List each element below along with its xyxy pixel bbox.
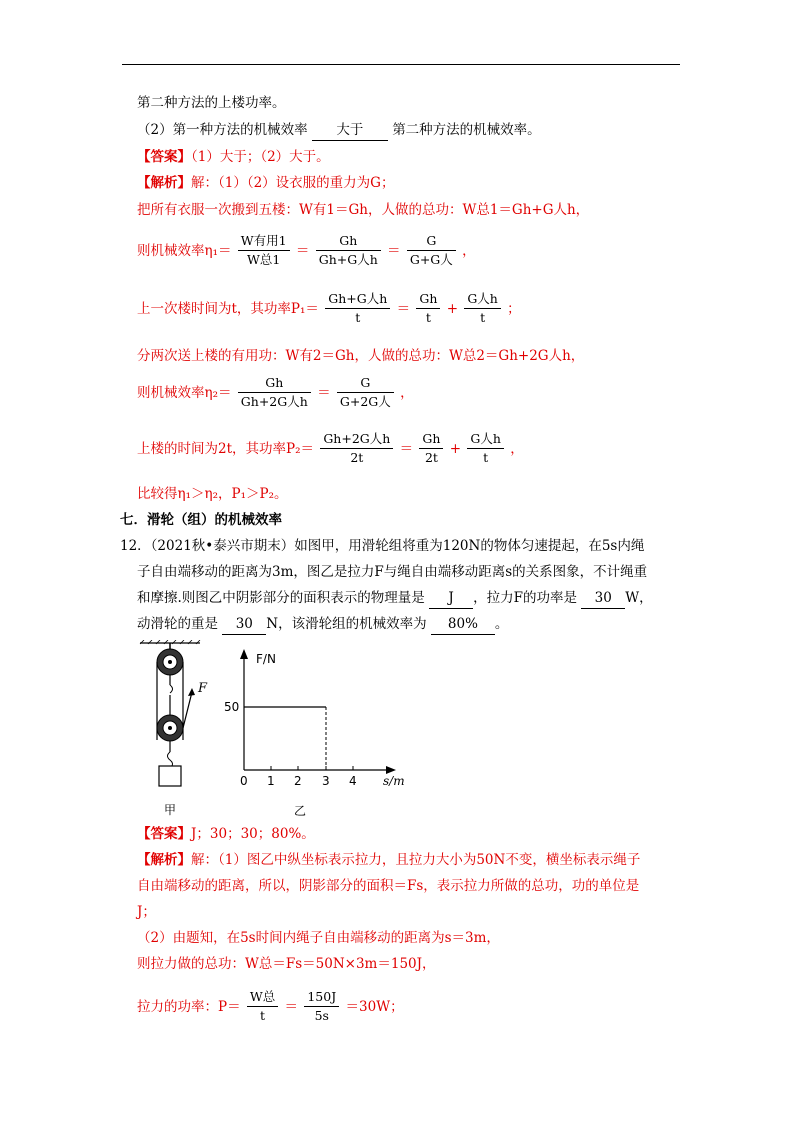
y-tick-label: 50: [224, 700, 240, 714]
x-tick-label: 4: [349, 774, 357, 788]
formula-label: 上楼的时间为2t，其功率P₂＝: [137, 440, 315, 457]
question-12-line: 12．（2021秋•泰兴市期末）如图甲，用滑轮组将重为120N的物体匀速提起，在5s内绳: [120, 538, 645, 554]
analysis-line: 则拉力做的总功：W总＝Fs＝50N×3m＝150J，: [137, 956, 436, 972]
analysis-line: 自由端移动的距离，所以，阴影部分的面积＝Fs，表示拉力所做的总功，功的单位是: [137, 878, 640, 894]
section-title: 七．滑轮（组）的机械效率: [120, 512, 282, 528]
analysis-tag: 【解析】: [137, 175, 191, 191]
text-line: 第二种方法的上楼功率。: [137, 95, 286, 111]
formula-label: 拉力的功率：P＝: [137, 998, 241, 1015]
x-tick-label: 1: [267, 774, 275, 788]
fraction: $\frac{\text{Gh+G人h}}{t}$: [325, 290, 390, 327]
answer-blank: J: [429, 588, 473, 609]
question-12-line: 动滑轮的重是 30 N，该滑轮组的机械效率为 80% 。: [137, 614, 508, 635]
fraction: $\frac{150J}{5s}$: [304, 988, 339, 1025]
fraction: $\frac{\text{G人h}}{t}$: [467, 430, 504, 467]
eta1-formula: 则机械效率η₁＝ $\frac{\text{W有用1}}{\text{W总1}}$ ＝ $\frac{Gh}{\text{Gh+G人h}}$ ＝ $\frac{G}{\text{G+G人}}$ ，: [137, 233, 476, 267]
p1-formula: 上一次楼时间为t，其功率P₁＝ $\frac{\text{Gh+G人h}}{t}$ ＝ $\frac{Gh}{t}$ + $\frac{\text{G人h}}{t}$ ；: [137, 291, 521, 325]
header-rule: [122, 64, 680, 65]
answer-text: J；30；30；80%。: [191, 826, 315, 842]
analysis-line: 【解析】解：（1）图乙中纵坐标表示拉力，且拉力大小为50N不变，横坐标表示绳子: [137, 852, 641, 868]
answer-text: （1）大于；（2）大于。: [191, 149, 330, 165]
fraction: $\frac{Gh}{t}$: [416, 290, 440, 327]
question-12-line: 子自由端移动的距离为3m，图乙是拉力F与绳自由端移动距离s的关系图象，不计绳重: [137, 564, 648, 580]
answer-tag: 【答案】: [137, 149, 191, 165]
fraction: $\frac{\text{W有用1}}{\text{W总1}}$: [238, 232, 290, 269]
question-text: 第二种方法的机械效率。: [392, 122, 541, 138]
figure-label-jia: 甲: [164, 803, 177, 817]
fraction: $\frac{\text{W总}}{t}$: [247, 988, 278, 1025]
figure-label-yi: 乙: [294, 804, 307, 818]
analysis-line: 把所有衣服一次搬到五楼：W有1＝Gh，人做的总功：W总1＝Gh+G人h，: [137, 202, 590, 218]
answer-line: [137, 147, 330, 167]
question-2-line: [137, 120, 541, 141]
fraction: $\frac{G}{\text{G+2G人}}$: [337, 374, 394, 411]
p2-formula: 上楼的时间为2t，其功率P₂＝ $\frac{\text{Gh+2G人h}}{2t}$ ＝ $\frac{Gh}{2t}$ + $\frac{\text{G人h}}{t}$ ，: [137, 431, 524, 465]
fraction: $\frac{Gh}{\text{Gh+G人h}}$: [316, 232, 381, 269]
fraction: $\frac{G}{\text{G+G人}}$: [407, 232, 456, 269]
pulley-figure: [130, 640, 220, 820]
analysis-tag: 【解析】: [137, 852, 191, 868]
analysis-line: 分两次送上楼的有用功：W有2＝Gh，人做的总功：W总2＝Gh+2G人h，: [137, 348, 585, 364]
x-tick-label: 2: [294, 774, 302, 788]
answer-blank: 80%: [431, 614, 495, 635]
formula-label: 则机械效率η₂＝: [137, 384, 232, 401]
x-tick-label: 0: [240, 774, 248, 788]
fraction: $\frac{Gh}{\text{Gh+2G人h}}$: [238, 374, 311, 411]
analysis-line: 比较得η₁＞η₂，P₁＞P₂。: [137, 486, 288, 502]
answer-blank: 大于: [312, 120, 388, 141]
power-formula: 拉力的功率：P＝ $\frac{\text{W总}}{t}$ ＝ $\frac{150J}{5s}$ ＝30W；: [137, 989, 404, 1023]
force-distance-graph: [220, 645, 430, 825]
answer-blank: 30: [581, 588, 625, 609]
answer-tag: 【答案】: [137, 826, 191, 842]
analysis-line: [137, 173, 394, 193]
y-axis-label: F/N: [256, 652, 276, 666]
formula-label: 上一次楼时间为t，其功率P₁＝: [137, 300, 319, 317]
eta2-formula: 则机械效率η₂＝ $\frac{Gh}{\text{Gh+2G人h}}$ ＝ $\frac{G}{\text{G+2G人}}$ ，: [137, 375, 414, 409]
formula-label: 则机械效率η₁＝: [137, 242, 232, 259]
question-text: （2）第一种方法的机械效率: [137, 122, 308, 138]
fraction: $\frac{\text{G人h}}{t}$: [464, 290, 501, 327]
answer-line: [137, 824, 315, 844]
analysis-line: J；: [137, 904, 156, 920]
fraction: $\frac{Gh}{2t}$: [419, 430, 443, 467]
fraction: $\frac{\text{Gh+2G人h}}{2t}$: [320, 430, 393, 467]
question-12-line: 和摩擦.则图乙中阴影部分的面积表示的物理量是 J ，拉力F的功率是 30 W，: [137, 588, 653, 609]
x-axis-label: s/m: [383, 774, 405, 788]
analysis-text: 解：（1）（2）设衣服的重力为G；: [191, 175, 395, 191]
x-tick-label: 3: [322, 774, 330, 788]
answer-blank: 30: [222, 614, 266, 635]
analysis-line: （2）由题知，在5s时间内绳子自由端移动的距离为s＝3m，: [137, 930, 500, 946]
force-label: F: [198, 681, 208, 696]
